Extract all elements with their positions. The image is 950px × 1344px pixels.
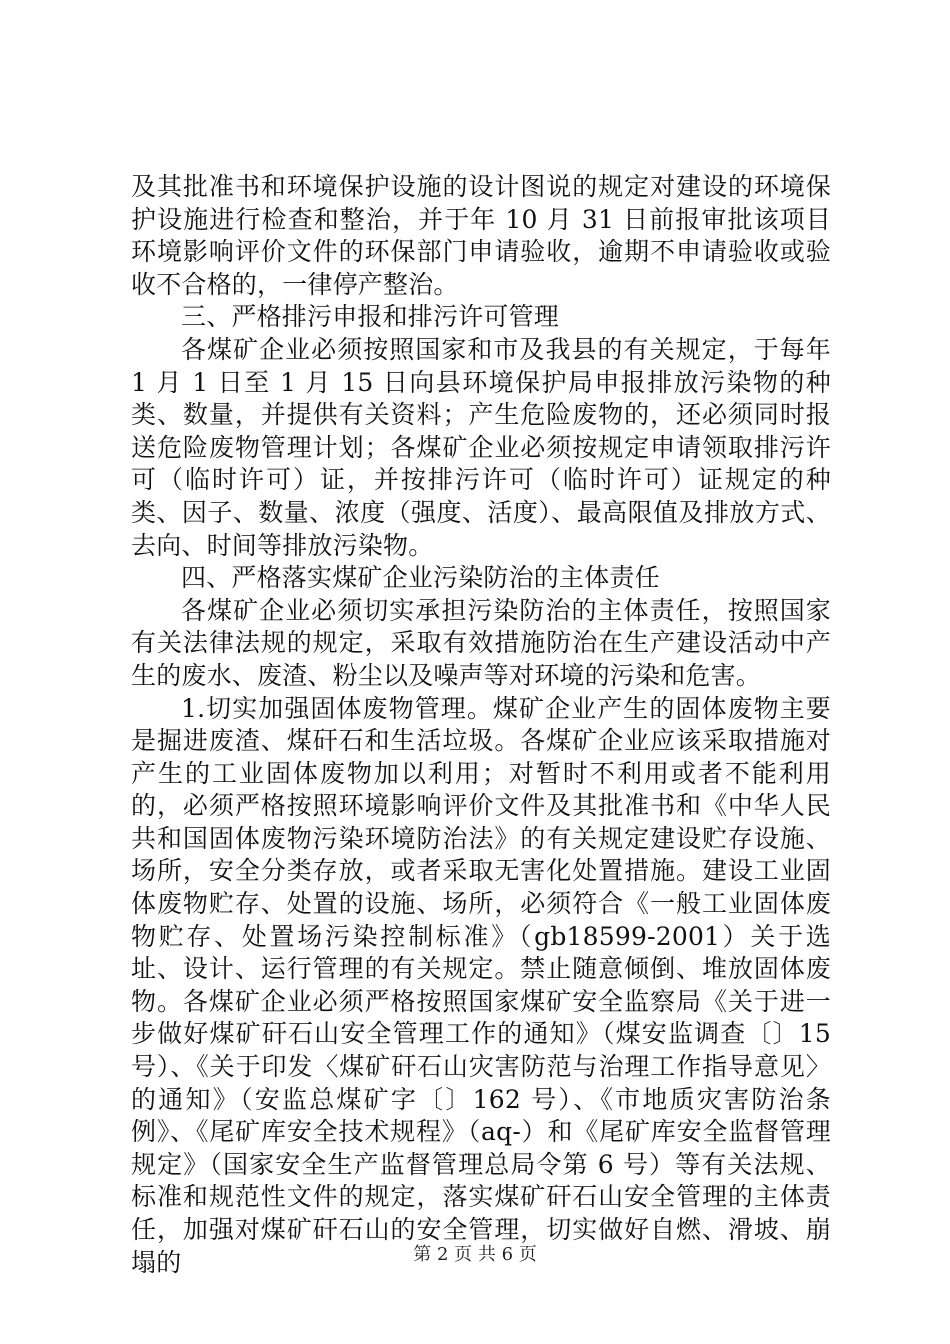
paragraph-continuation: 及其批准书和环境保护设施的设计图说的规定对建设的环境保护设施进行检查和整治，并于年 10 月 31 日前报审批该项目环境影响评价文件的环保部门申请验收，逾期不申请验收或验收不合格的，一律停产整治。 bbox=[131, 172, 831, 299]
page-number-footer: 第 2 页 共 6 页 bbox=[413, 1244, 537, 1265]
section-heading-3: 三、严格排污申报和排污许可管理 bbox=[181, 302, 560, 332]
document-body bbox=[131, 171, 831, 1279]
paragraph-solid-waste: 1.切实加强固体废物管理。煤矿企业产生的固体废物主要是掘进废渣、煤矸石和生活垃圾。各煤矿企业应该采取措施对产生的工业固体废物加以利用；对暂时不利用或者不能利用的，必须严格按照环境影响评价文件及其批准书和《中华人民共和国固体废物污染环境防治法》的有关规定建设贮存设施、场所，安全分类存放，或者采取无害化处置措施。建设工业固体废物贮存、处置的设施、场所，必须符合《一般工业固体废物贮存、处置场污染控制标准》（gb18599-2001）关于选址、设计、运行管理的有关规定。禁止随意倾倒、堆放固体废物。各煤矿企业必须严格按照国家煤矿安全监察局《关于进一步做好煤矿矸石山安全管理工作的通知》（煤安监调查〔〕15 号）、《关于印发〈煤矿矸石山灾害防范与治理工作指导意见〉的通知》（安监总煤矿字〔〕162 号）、《市地质灾害防治条例》、《尾矿库安全技术规程》（aq-）和《尾矿库安全监督管理规定》（国家安全生产监督管理总局令第 6 号）等有关法规、标准和规范性文件的规定，落实煤矿矸石山安全管理的主体责任，加强对煤矿矸石山的安全管理，切实做好自燃、滑坡、崩塌的 bbox=[131, 693, 831, 1277]
paragraph-main-responsibility: 各煤矿企业必须切实承担污染防治的主体责任，按照国家有关法律法规的规定，采取有效措施防治在生产建设活动中产生的废水、废渣、粉尘以及噪声等对环境的污染和危害。 bbox=[131, 595, 831, 690]
paragraph-emission-reporting: 各煤矿企业必须按照国家和市及我县的有关规定，于每年 1 月 1 日至 1 月 15 日向县环境保护局申报排放污染物的种类、数量，并提供有关资料；产生危险废物的，还必须同时报送危险废物管理计划；各煤矿企业必须按规定申请领取排污许可（临时许可）证，并按排污许可（临时许可）证规定的种类、因子、数量、浓度（强度、活度）、最高限值及排放方式、去向、时间等排放污染物。 bbox=[131, 334, 831, 560]
section-heading-4: 四、严格落实煤矿企业污染防治的主体责任 bbox=[181, 563, 660, 593]
